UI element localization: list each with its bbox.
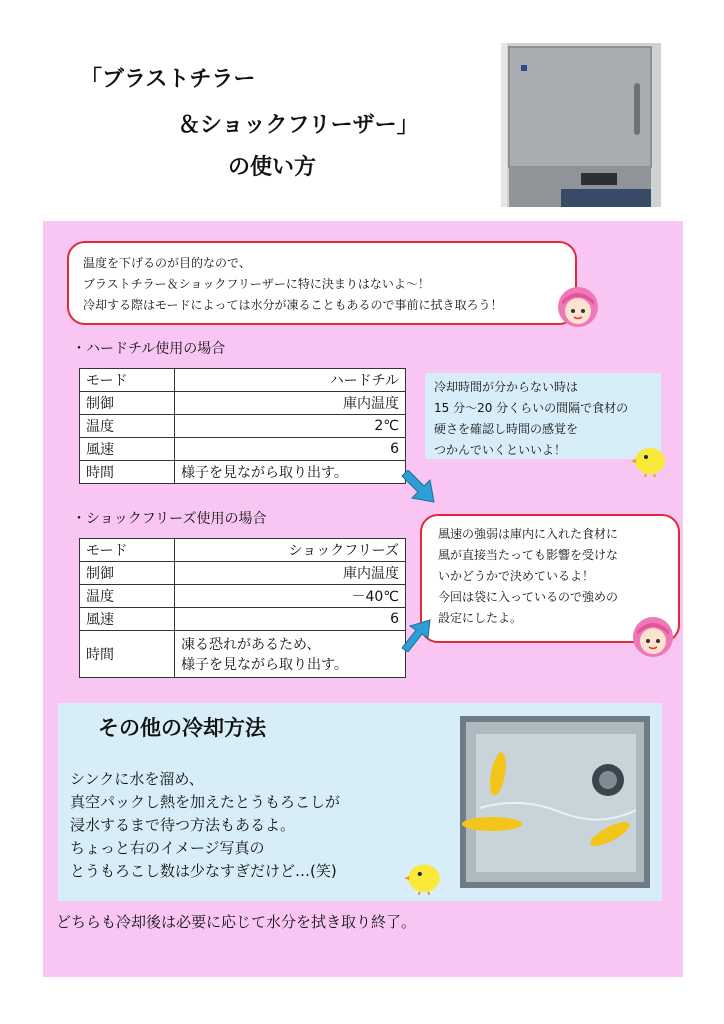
- time-note-line-1: 凍る恐れがあるため、: [181, 637, 321, 653]
- other-line-5: とうもろこし数は少なすぎだけど…(笑): [70, 862, 337, 880]
- time-note-line-2: 様子を見ながら取り出す。: [181, 657, 348, 673]
- table-cell-key: 温度: [80, 585, 175, 608]
- title-line-1: 「ブラストチラー: [80, 67, 256, 92]
- tip-wind-line-5: 設定にしたよ。: [438, 611, 523, 625]
- table-cell-value: 庫内温度: [175, 392, 406, 415]
- girl-character-icon: [631, 615, 675, 663]
- girl-character-icon: [556, 285, 600, 333]
- table-row: [80, 631, 406, 678]
- sink-corn-photo: [460, 716, 650, 888]
- table-cell-value: [175, 631, 406, 678]
- table-cell-value: 6: [175, 608, 406, 631]
- table-row: [80, 585, 406, 608]
- table-cell-key: モード: [80, 539, 175, 562]
- intro-line-2: ブラストチラー＆ショックフリーザーに特に決まりはないよ～！: [83, 277, 430, 291]
- chick-icon: [631, 439, 669, 481]
- tip-time-line-4: つかんでいくといいよ！: [434, 443, 567, 457]
- shock-freeze-heading: ・ショックフリーズ使用の場合: [72, 511, 267, 527]
- tip-wind-line-2: 風が直接当たっても影響を受けな: [438, 548, 619, 562]
- table-cell-key: 温度: [80, 415, 175, 438]
- table-row: [80, 438, 406, 461]
- table-row: [80, 539, 406, 562]
- table-cell-value: 2℃: [175, 415, 406, 438]
- table-row: [80, 369, 406, 392]
- table-row: [80, 608, 406, 631]
- title-line-2: ＆ショックフリーザー」: [178, 113, 419, 138]
- table-cell-key: 風速: [80, 608, 175, 631]
- tip-wind-line-4: 今回は袋に入っているので強めの: [438, 590, 619, 604]
- table-row: [80, 392, 406, 415]
- table-cell-key: 制御: [80, 562, 175, 585]
- table-cell-key: 風速: [80, 438, 175, 461]
- cooling-time-tip: [425, 373, 661, 459]
- table-cell-key: モード: [80, 369, 175, 392]
- footer-note: どちらも冷却後は必要に応じて水分を拭き取り終了。: [56, 913, 417, 931]
- table-row: [80, 415, 406, 438]
- blast-chiller-photo: [501, 43, 661, 207]
- table-cell-key: 時間: [80, 461, 175, 484]
- other-line-2: 真空パックし熱を加えたとうもろこしが: [70, 793, 341, 811]
- hard-chill-table: [79, 368, 406, 484]
- table-cell-value: ショックフリーズ: [175, 539, 406, 562]
- tip-time-line-2: 15 分～20 分くらいの間隔で食材の: [434, 401, 629, 415]
- table-cell-value: 庫内温度: [175, 562, 406, 585]
- table-cell-key: 時間: [80, 631, 175, 678]
- table-row: [80, 562, 406, 585]
- hard-chill-heading: ・ハードチル使用の場合: [72, 341, 226, 357]
- other-methods-title: その他の冷却方法: [98, 716, 266, 740]
- table-cell-key: 制御: [80, 392, 175, 415]
- table-cell-value: ハードチル: [175, 369, 406, 392]
- pointer-arrow-icon: [400, 470, 438, 510]
- table-cell-value: 6: [175, 438, 406, 461]
- intro-line-1: 温度を下げるのが目的なので、: [83, 256, 251, 270]
- tip-wind-line-3: いかどうかで決めているよ！: [438, 569, 595, 583]
- table-cell-value: 様子を見ながら取り出す。: [175, 461, 406, 484]
- intro-line-3: 冷却する際はモードによっては水分が凍ることもあるので事前に拭き取ろう！: [83, 298, 503, 312]
- intro-speech-bubble: [67, 241, 577, 325]
- tip-wind-line-1: 風速の強弱は庫内に入れた食材に: [438, 527, 619, 541]
- chick-icon: [404, 855, 444, 899]
- other-line-3: 浸水するまで待つ方法もあるよ。: [70, 816, 296, 834]
- table-cell-value: －40℃: [175, 585, 406, 608]
- other-line-1: シンクに水を溜め、: [70, 770, 204, 788]
- pointer-arrow-icon: [400, 618, 434, 656]
- table-row: [80, 461, 406, 484]
- shock-freeze-table: [79, 538, 406, 678]
- title-line-3: の使い方: [228, 155, 317, 180]
- other-line-4: ちょっと右のイメージ写真の: [70, 839, 265, 857]
- other-methods-text: [70, 768, 340, 883]
- tip-time-line-3: 硬さを確認し時間の感覚を: [434, 422, 579, 436]
- tip-time-line-1: 冷却時間が分からない時は: [434, 380, 579, 394]
